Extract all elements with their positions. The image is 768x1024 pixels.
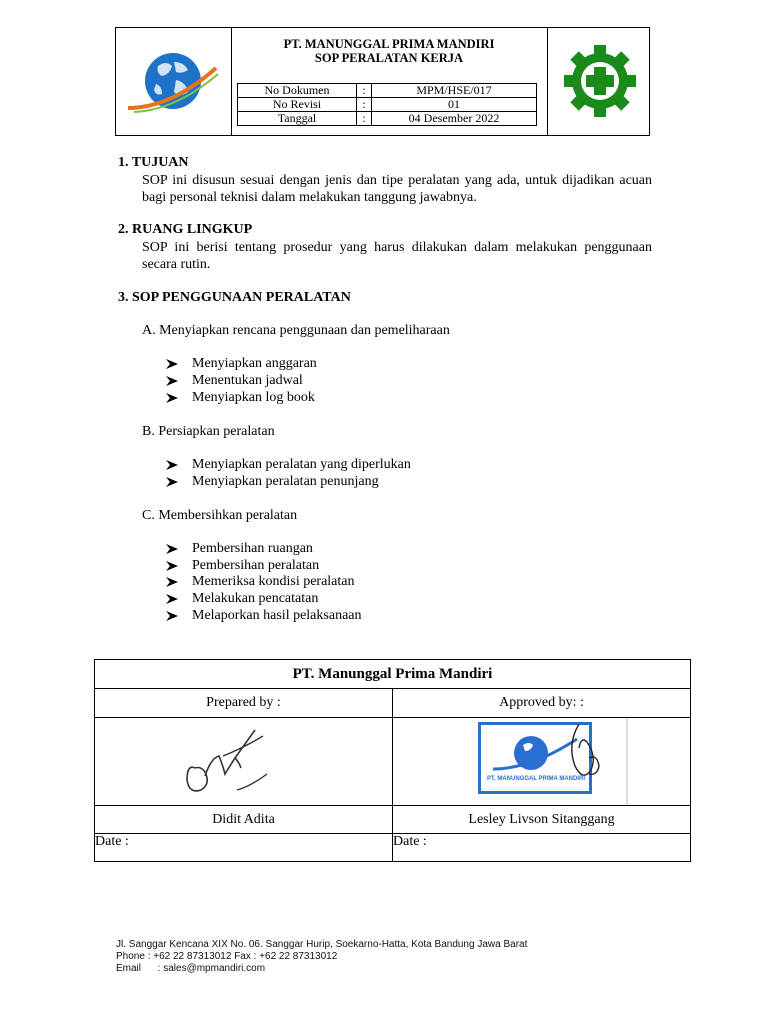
approver-date: Date : [393,834,691,862]
meta-sep: : [357,84,372,98]
title-cell [231,28,548,135]
logo-cell [116,28,232,135]
approval-table [94,659,691,862]
list-item-text: Menyiapkan anggaran [192,356,317,371]
meta-value: 01 [372,98,537,112]
arrow-bullet-icon [166,477,178,487]
section-title-sop: 3. SOP PENGGUNAAN PERALATAN [118,290,351,305]
list-item-text: Menyiapkan peralatan yang diperlukan [192,457,411,472]
arrow-bullet-icon [166,561,178,571]
list-item [166,457,411,473]
table-row [95,660,691,689]
table-row [95,718,691,806]
list-item [166,608,362,624]
subsection-b: B. Persiapkan peralatan [142,424,275,439]
section-title-ruang-lingkup: 2. RUANG LINGKUP [118,222,253,237]
arrow-bullet-icon [166,594,178,604]
document-title: SOP PERALATAN KERJA [314,51,464,65]
meta-key: Tanggal [238,112,357,126]
footer-email: Email : sales@mpmandiri.com [116,963,266,974]
arrow-bullet-icon [166,611,178,621]
meta-sep: : [357,112,372,126]
prepared-by-label: Prepared by : [95,689,393,718]
badge-cell [547,28,649,135]
table-row [95,689,691,718]
list-item-text: Menyiapkan peralatan penunjang [192,474,379,489]
approver-signature-icon [393,718,689,805]
list-item [166,356,317,372]
arrow-bullet-icon [166,460,178,470]
stamp-text: PT. MANUNGGAL PRIMA MANDIRI [487,776,585,782]
section-text-tujuan: SOP ini disusun sesuai dengan jenis dan tipe peralatan yang ada, untuk dijadikan acuan bagi personal teknisi dalam melakukan tanggung jawabnya. [142,173,652,205]
table-row [95,834,691,862]
list-item-text: Pembersihan ruangan [192,541,313,556]
table-row [95,806,691,834]
arrow-bullet-icon [166,544,178,554]
subsection-c: C. Membersihkan peralatan [142,508,298,523]
approver-name: Lesley Livson Sitanggang [393,806,691,834]
section-text-ruang-lingkup: SOP ini berisi tentang prosedur yang harus dilakukan dalam melakukan penggunaan secara rutin. [142,240,652,272]
list-item-text: Memeriksa kondisi peralatan [192,574,355,589]
list-item [166,474,379,490]
list-item [166,541,313,557]
arrow-bullet-icon [166,376,178,386]
meta-key: No Revisi [238,98,357,112]
meta-value: MPM/HSE/017 [372,84,537,98]
list-item-text: Melaporkan hasil pelaksanaan [192,608,362,623]
arrow-bullet-icon [166,359,178,369]
approval-company: PT. Manunggal Prima Mandiri [95,660,691,689]
arrow-bullet-icon [166,577,178,587]
company-logo-icon [116,28,231,135]
footer-phone: Phone : +62 22 87313012 Fax : +62 22 87313012 [116,951,338,962]
list-item-text: Menyiapkan log book [192,390,315,405]
preparer-signature-icon [95,718,392,805]
list-item [166,373,303,389]
list-item-text: Menentukan jadwal [192,373,303,388]
preparer-name: Didit Adita [95,806,393,834]
footer-address: Jl. Sanggar Kencana XIX No. 06. Sanggar Hurip, Soekarno-Hatta, Kota Bandung Jawa Barat [116,939,528,950]
section-title-tujuan: 1. TUJUAN [118,155,189,170]
arrow-bullet-icon [166,393,178,403]
meta-sep: : [357,98,372,112]
approved-by-label: Approved by: : [393,689,691,718]
safety-cross-gear-icon [547,28,649,135]
list-item-text: Melakukan pencatatan [192,591,319,606]
subsection-a: A. Menyiapkan rencana penggunaan dan pemeliharaan [142,323,450,338]
preparer-signature-cell [95,718,393,806]
table-row [238,98,537,112]
document-header [115,27,650,136]
approver-signature-cell [393,718,691,806]
company-name: PT. MANUNGGAL PRIMA MANDIRI [283,37,495,51]
preparer-date: Date : [95,834,393,862]
list-item [166,574,355,590]
footer [116,939,527,975]
list-item [166,591,318,607]
list-item [166,390,315,406]
meta-key: No Dokumen [238,84,357,98]
meta-value: 04 Desember 2022 [372,112,537,126]
list-item [166,558,319,574]
list-item-text: Pembersihan peralatan [192,558,320,573]
document-meta-table [237,83,537,126]
table-row [238,112,537,126]
table-row [238,84,537,98]
